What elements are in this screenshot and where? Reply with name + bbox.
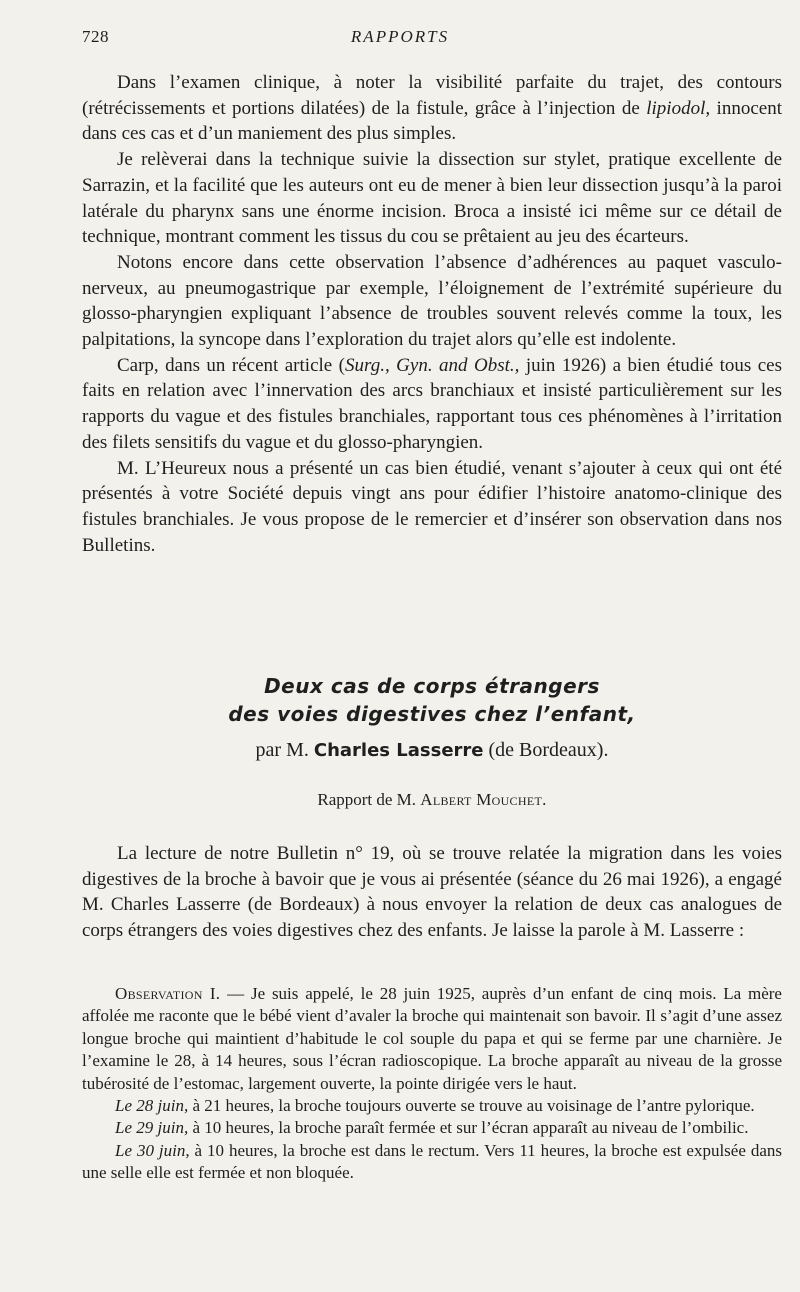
paragraph-1: Dans l’examen clinique, à noter la visibilité parfaite du trajet, des contours (rétrécissements et portions dilatées) de la fistule, grâce à l’injection de lipiodol, innocent dans ces cas et d’un maniement des plus simples. [82, 72, 782, 145]
article-title [82, 672, 782, 728]
author-name: Charles Lasserre [313, 740, 484, 761]
paragraph-3: Notons encore dans cette observation l’absence d’adhérences au paquet vasculo-nerveux, au pneumogastrique par exemple, l’éloignement de l’extrémité supérieure du glosso-pharyngien expliquant l’absence de troubles souvent relevés comme la toux, les palpitations, la syncope dans l’exploration du trajet alors qu’elle est indolente. [82, 251, 782, 351]
paragraph-4: Carp, dans un récent article (Surg., Gyn. and Obst., juin 1926) a bien étudié tous ces faits en relation avec l’innervation des arcs branchiaux et insisté particulièrement sur les rapports du vague et des fistules branchiales, rapportant tous ces phénomènes à l’irritation des filets sensitifs du vague et du glosso-pharyngien. [82, 354, 782, 453]
paragraph-5: M. L’Heureux nous a présenté un cas bien étudié, venant s’ajouter à ceux qui ont été présentés à votre Société depuis vingt ans pour édifier l’histoire anatomo-clinique des fistules branchiales. Je vous propose de le remercier et d’insérer son observation dans nos Bulletins. [82, 457, 782, 556]
page-number: 728 [82, 27, 109, 46]
reporter-name: Albert Mouchet. [420, 790, 547, 809]
paragraph-2: Je relèverai dans la technique suivie la dissection sur stylet, pratique excellente de Sarrazin, et la facilité que les auteurs ont eu de mener à bien leur dissection jusqu’à la paroi latérale du pharynx sans une énorme incision. Broca a insisté ici même sur ce détail de technique, montrant comment les tissus du cou se prêtaient au jeu des écarteurs. [82, 149, 782, 248]
page-header [82, 27, 718, 51]
observation-entry: Le 30 juin, à 10 heures, la broche est dans le rectum. Vers 11 heures, la broche est expulsée dans une selle elle est fermée et non bloquée. [82, 1140, 782, 1183]
running-head: RAPPORTS [350, 27, 450, 46]
observation-entry: Le 28 juin, à 21 heures, la broche toujours ouverte se trouve au voisinage de l’antre pylorique. [115, 1096, 755, 1116]
observation-label: Observation I. [115, 984, 221, 1003]
report-continuation [82, 70, 782, 558]
observation-block [82, 983, 782, 1185]
observation-entry: Le 29 juin, à 10 heures, la broche paraît fermée et sur l’écran apparaît au niveau de l’ombilic. [115, 1118, 749, 1138]
report-intro [82, 841, 782, 944]
report-attribution: Rapport de M. Albert Mouchet. [317, 790, 547, 809]
article-title-line-1: Deux cas de corps étrangers [264, 674, 600, 698]
article-title-line-2: des voies digestives chez l’enfant, [228, 702, 636, 726]
observation-1: Observation I. — Je suis appelé, le 28 juin 1925, auprès d’un enfant de cinq mois. La mère affolée me raconte que le bébé vient d’avaler la broche qui maintenait son bavoir. Il s’agit d’une assez longue broche qui maintient d’habitude le col souple du papa et qui se ferme par une charnière. Je l’examine le 28, à 14 heures, sous l’écran radioscopique. La broche apparaît au niveau de la grosse tubérosité de l’estomac, largement ouverte, la pointe dirigée vers le haut. [82, 984, 782, 1093]
byline: par M. Charles Lasserre (de Bordeaux). [255, 739, 609, 761]
report-intro-paragraph: La lecture de notre Bulletin n° 19, où se trouve relatée la migration dans les voies digestives de la broche à bavoir que je vous ai présentée (séance du 26 mai 1926), a engagé M. Charles Lasserre (de Bordeaux) à nous envoyer la relation de deux cas analogues de corps étrangers des voies digestives chez des enfants. Je laisse la parole à M. Lasserre : [82, 843, 782, 942]
